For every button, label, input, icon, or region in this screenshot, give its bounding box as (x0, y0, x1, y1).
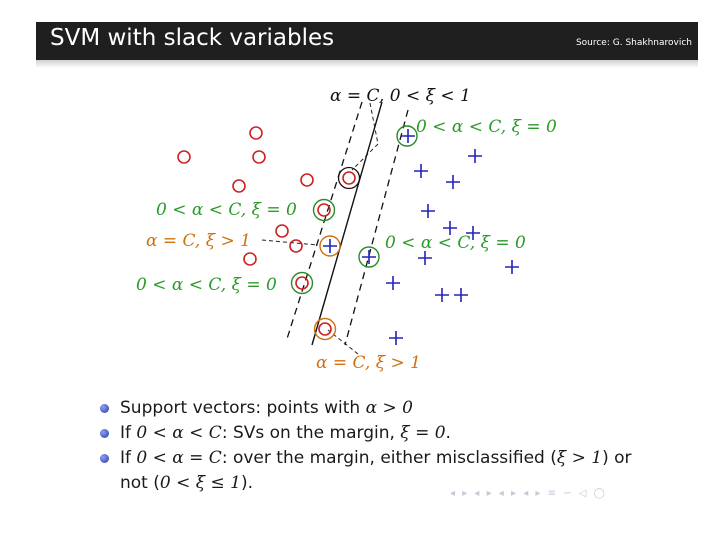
source-credit: Source: G. Shakhnarovich (575, 38, 692, 48)
leader-bottom (328, 330, 358, 354)
sv-plus-margin-top (397, 126, 417, 146)
label-left-bottom: 0 < α < C, ξ = 0 (136, 275, 277, 295)
bullet-text: ) or (602, 448, 632, 468)
bullet-text: ). (241, 473, 254, 493)
positive-point (435, 288, 449, 302)
leader-top-2 (352, 144, 378, 170)
positive-point (418, 251, 432, 265)
bullet-dot-icon (100, 454, 109, 463)
negative-point (233, 180, 245, 192)
bullet-text: . (445, 423, 451, 443)
label-top-margin-plus: 0 < α < C, ξ = 0 (416, 117, 557, 137)
decision-boundary (312, 102, 382, 345)
bullet-text: : SVs on the margin, (221, 423, 401, 443)
bullet-math: 0 < α = C (136, 448, 222, 468)
label-left-margin-circle: 0 < α < C, ξ = 0 (156, 200, 297, 220)
bullet-text: not ( (120, 473, 160, 493)
bullet-math: ξ > 1 (556, 448, 603, 468)
positive-point (454, 288, 468, 302)
label-right-margin: 0 < α < C, ξ = 0 (385, 233, 526, 253)
positive-point (468, 149, 482, 163)
sv-plus-margin-mid (359, 247, 379, 267)
bullet-on-margin (98, 421, 658, 446)
positive-point (446, 175, 460, 189)
sv-circle-alpha-c (339, 168, 360, 189)
label-bottom-misclassified: α = C, ξ > 1 (316, 353, 421, 373)
bullet-math: 0 < ξ ≤ 1 (159, 473, 241, 493)
label-top-alpha-c: α = C, 0 < ξ < 1 (330, 86, 471, 106)
left-margin-line (286, 102, 362, 342)
bullet-text: If (120, 423, 137, 443)
bullet-dot-icon (100, 429, 109, 438)
negative-point (290, 240, 302, 252)
positive-point (414, 164, 428, 178)
bullet-text: Support vectors: points with (120, 398, 366, 418)
positive-point (386, 276, 400, 290)
positive-point (421, 204, 435, 218)
negative-point (244, 253, 256, 265)
negative-point (301, 174, 313, 186)
sv-circle-margin (314, 200, 335, 221)
bullet-math: ξ = 0 (400, 423, 446, 443)
bullet-dot-icon (100, 404, 109, 413)
negative-point (276, 225, 288, 237)
label-left-misclassified: α = C, ξ > 1 (146, 231, 251, 251)
negative-point (178, 151, 190, 163)
positive-point (389, 331, 403, 345)
sv-plus-misclassified (320, 236, 340, 256)
slide-title: SVM with slack variables (50, 25, 335, 51)
sv-circle-misclassified (315, 319, 336, 340)
bullet-over-margin (98, 446, 658, 471)
bullet-text: : over the margin, either misclassified ( (221, 448, 557, 468)
bullet-list (98, 396, 658, 496)
bullet-math: α > 0 (365, 398, 413, 418)
bullet-math: 0 < α < C (136, 423, 222, 443)
negative-point (250, 127, 262, 139)
beamer-nav-controls[interactable]: ◂ ▸ ◂ ▸ ◂ ▸ ◂ ▸ ≡ ∽ ◁ ◯ (450, 488, 607, 499)
bullet-text: If (120, 448, 137, 468)
bullet-support-vectors (98, 396, 658, 421)
negative-point (253, 151, 265, 163)
positive-point (505, 260, 519, 274)
